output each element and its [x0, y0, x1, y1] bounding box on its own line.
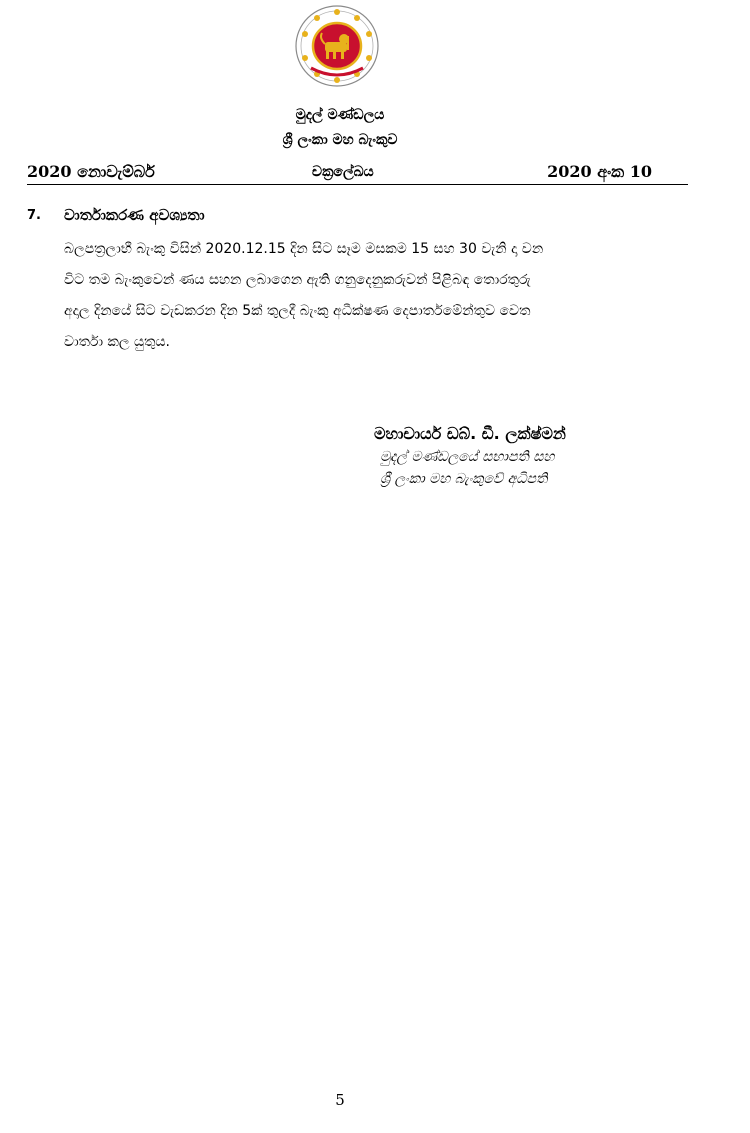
- section-number: 7.: [27, 208, 41, 223]
- page-number: 5: [335, 1091, 345, 1109]
- circular-number: 2020 අංක 10: [547, 162, 652, 181]
- section-body: [64, 234, 664, 358]
- signatory-title-line2: ශ්‍රී ලංකා මහ බැංකුවේ අධිපති: [380, 471, 548, 487]
- body-line: වාර්තා කල යුතුය.: [64, 334, 171, 350]
- organization-name-line2: ශ්‍රී ලංකා මහ බැංකුව: [282, 132, 398, 148]
- central-bank-emblem-icon: [289, 2, 385, 90]
- body-line: විට තම බැංකුවෙන් ණය සහන ලබාගෙන ඇති ගනුදෙනුකරුවන් පිළිබඳ තොරතුරු: [64, 272, 531, 288]
- body-line: බලපත්‍රලාභී බැංකු විසින් 2020.12.15 දින සිට සෑම මසකම 15 සහ 30 වැනි දා වන: [64, 241, 544, 257]
- organization-name-line1: මුදල් මණ්ඩලය: [295, 107, 385, 123]
- signatory-title-line1: මුදල් මණ්ඩලයේ සභාපති සහ: [380, 449, 555, 465]
- circular-doc-type: චක්‍රලේඛය: [312, 164, 374, 180]
- section-title: වාර්තාකරණ අවශ්‍යතා: [64, 206, 205, 224]
- body-line: අදාල දිනයේ සිට වැඩකරන දින 5ක් තුලදී බැංකු අධීක්ෂණ දෙපාර්තමේන්තුව වෙත: [64, 303, 531, 319]
- circular-date: 2020 නොවැම්බර්: [27, 162, 155, 181]
- signatory-name: මහාචාර්ය ඩබ්. ඩී. ලක්ෂ්මන්: [374, 424, 566, 443]
- circular-header: [27, 162, 688, 185]
